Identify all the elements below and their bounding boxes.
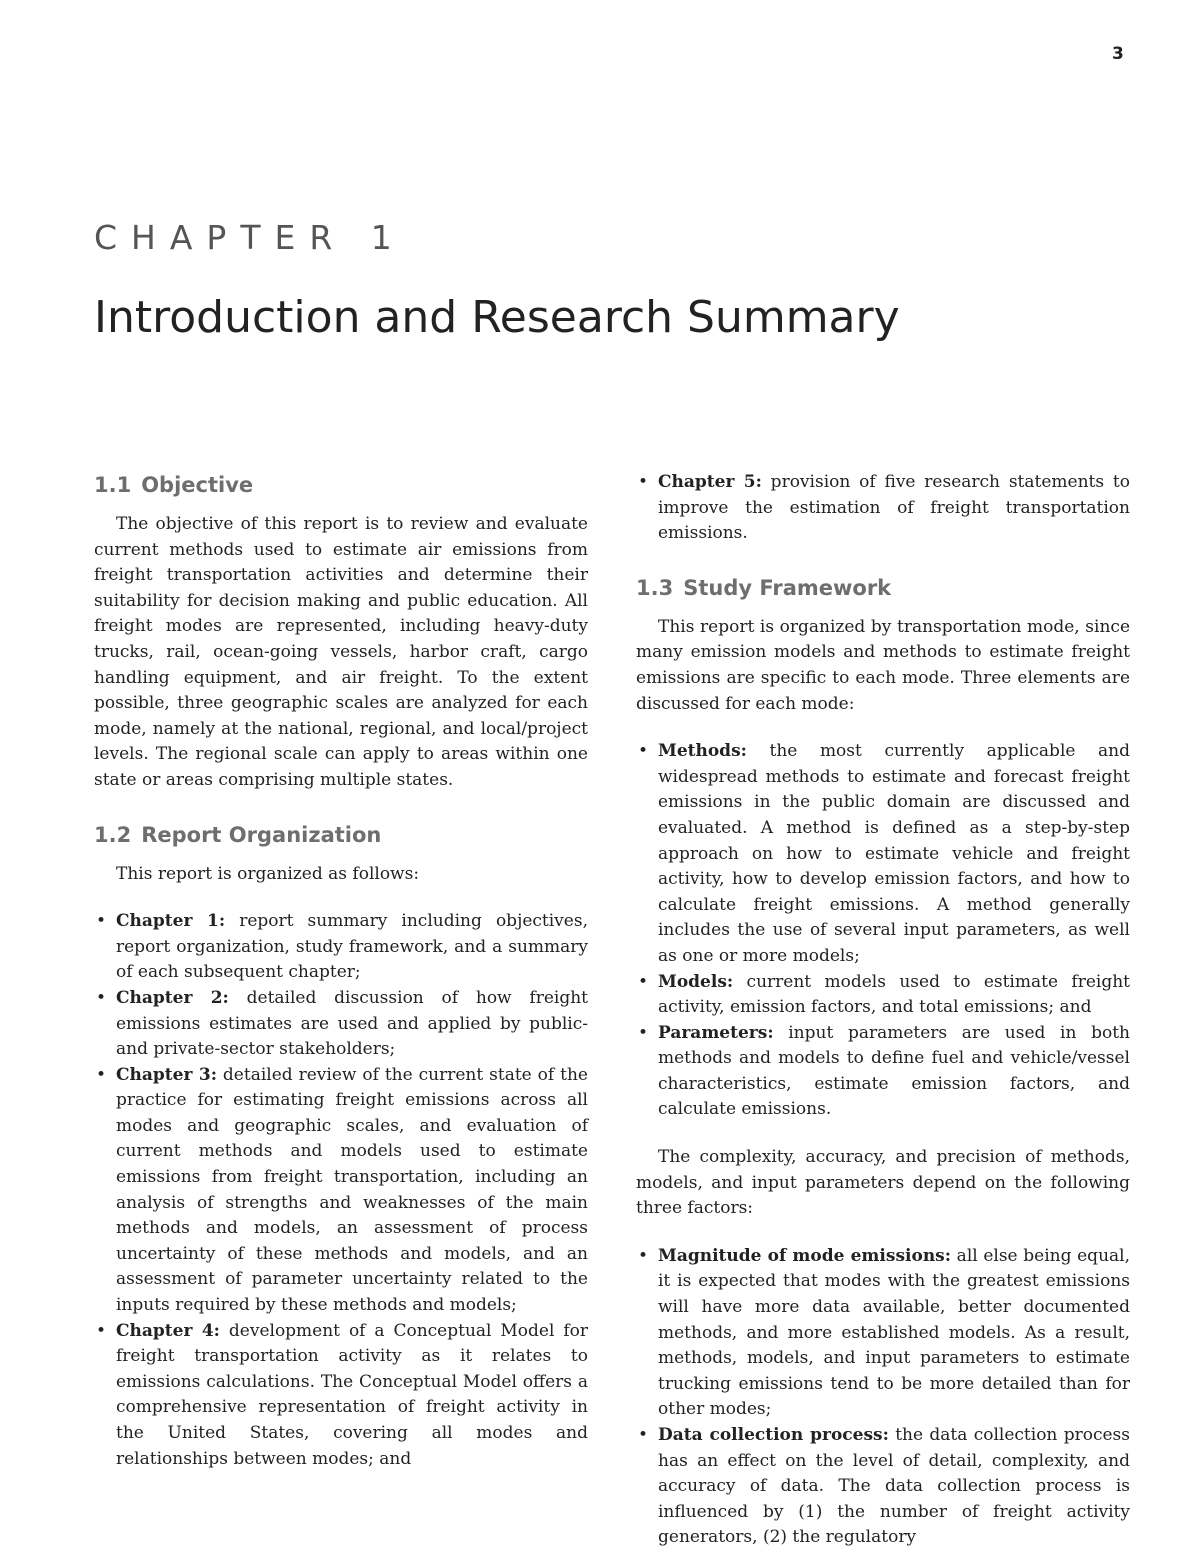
objective-paragraph: The objective of this report is to review and evaluate current methods used to estimate air emissions from freight transportation activities and determine their suitability for decision making and public education. All freight modes are represented, including heavy-duty trucks, rail, ocean-going vessels, harbor craft, cargo handling equipment, and air freight. To the extent possible, three geographic scales are analyzed for each mode, namely at the national, regional, and local/project levels. The regional scale can apply to areas within one state or areas comprising multiple states.: [94, 514, 588, 790]
section-heading-objective: [94, 470, 588, 500]
chapter-title: Introduction and Research Summary: [94, 292, 900, 343]
list-item: • Chapter 5: provision of five research statements to improve the estimation of freight transportation emissions.: [638, 472, 1130, 544]
section-number: 1.3: [636, 575, 674, 600]
item-label: Magnitude of mode emissions:: [658, 1245, 952, 1266]
item-label: Parameters:: [658, 1022, 774, 1043]
page-number: 3: [1112, 44, 1124, 64]
factors-intro: The complexity, accuracy, and precision of methods, models, and input parameters depend on the following three factors:: [636, 1147, 1130, 1219]
item-text: detailed discussion of how freight emissions estimates are used and applied by public- and private-sector stakeholders;: [116, 987, 588, 1060]
item-label: Chapter 3:: [116, 1064, 217, 1085]
item-text: development of a Conceptual Model for freight transportation activity as it relates to emissions calculations. The Conceptual Model offers a comprehensive representation of freight activity in the United States, covering all modes and relationships between modes; and: [116, 1320, 588, 1469]
list-item: • Chapter 3: detailed review of the current state of the practice for estimating freight emissions across all modes and geographic scales, and evaluation of current methods and models used to estimate emissions from freight transportation, including an analysis of strengths and weaknesses of the main methods and models, an assessment of process uncertainty of these methods and models, and an assessment of parameter uncertainty related to the inputs required by these methods and models;: [96, 1064, 588, 1316]
right-column: [636, 470, 1130, 1551]
left-column: [94, 470, 588, 1472]
item-text: input parameters are used in both methods and models to define fuel and vehicle/vessel characteristics, estimate emission factors, and calculate emissions.: [658, 1022, 1130, 1120]
section-number: 1.2: [94, 822, 132, 847]
item-label: Methods:: [658, 741, 747, 762]
list-item: • Chapter 4: development of a Conceptual Model for freight transportation activity as it relates to emissions calculations. The Conceptual Model offers a comprehensive representation of freight activity in the United States, covering all modes and relationships between modes; and: [96, 1320, 588, 1469]
section-heading-report-organization: [94, 820, 588, 850]
item-label: Chapter 5:: [658, 472, 762, 492]
item-label: Chapter 1:: [116, 911, 226, 932]
chapter-label: CHAPTER 1: [94, 218, 406, 257]
list-item: • Magnitude of mode emissions: all else being equal, it is expected that modes with the greatest emissions will have more data available, better documented methods, and more established models. As a result, methods, models, and input parameters to estimate trucking emissions tend to be more detailed than for other modes;: [638, 1245, 1130, 1420]
list-item: • Data collection process: the data collection process has an effect on the level of detail, complexity, and accuracy of data. The data collection process is influenced by (1) the number of freight activity generators, (2) the regulatory: [638, 1425, 1130, 1548]
item-label: Data collection process:: [658, 1425, 889, 1445]
item-text: all else being equal, it is expected that modes with the greatest emissions will have more data available, better documented methods, and more established models. As a result, methods, models, and input parameters to estimate trucking emissions tend to be more detailed than for other modes;: [658, 1245, 1130, 1420]
item-text: detailed review of the current state of the practice for estimating freight emissions across all modes and geographic scales, and evaluation of current methods and models used to estimate emissions from freight transportation, including an analysis of strengths and weaknesses of the main methods and models, an assessment of process uncertainty of these methods and models, and an assessment of parameter uncertainty related to the inputs required by these methods and models;: [116, 1064, 588, 1316]
section-title: Report Organization: [141, 822, 382, 847]
section-heading-study-framework: [636, 573, 1130, 603]
item-text: current models used to estimate freight activity, emission factors, and total emissions; and: [658, 971, 1130, 1018]
report-organization-intro: This report is organized as follows:: [116, 863, 420, 884]
list-item: • Parameters: input parameters are used in both methods and models to define fuel and vehicle/vessel characteristics, estimate emission factors, and calculate emissions.: [638, 1022, 1130, 1120]
chapter-list-continued: [636, 470, 1130, 547]
section-title: Objective: [141, 473, 254, 497]
elements-list: [636, 739, 1130, 1123]
item-label: Chapter 4:: [116, 1320, 220, 1341]
item-label: Models:: [658, 971, 734, 992]
list-item: • Chapter 1: report summary including objectives, report organization, study framework, and a summary of each subsequent chapter;: [96, 911, 588, 983]
list-item: • Models: current models used to estimate freight activity, emission factors, and total emissions; and: [638, 971, 1130, 1018]
item-text: the data collection process has an effect on the level of detail, complexity, and accuracy of data. The data collection process is influenced by (1) the number of freight activity generators, (2) the regulatory: [658, 1425, 1130, 1548]
list-item: • Chapter 2: detailed discussion of how freight emissions estimates are used and applied by public- and private-sector stakeholders;: [96, 987, 588, 1060]
chapter-list: [94, 909, 588, 1472]
item-text: provision of five research statements to improve the estimation of freight transportation emissions.: [658, 472, 1130, 544]
section-title: Study Framework: [683, 575, 892, 600]
framework-intro: This report is organized by transportation mode, since many emission models and methods to estimate freight emissions are specific to each mode. Three elements are discussed for each mode:: [636, 616, 1130, 714]
list-item: • Methods: the most currently applicable and widespread methods to estimate and forecast freight emissions in the public domain are discussed and evaluated. A method is defined as a step-by-step approach on how to estimate vehicle and freight activity, how to develop emission factors, and how to calculate freight emissions. A method generally includes the use of several input parameters, as well as one or more models;: [638, 741, 1130, 966]
item-text: report summary including objectives, report organization, study framework, and a summary of each subsequent chapter;: [116, 911, 588, 983]
item-text: the most currently applicable and widespread methods to estimate and forecast freight emissions in the public domain are discussed and evaluated. A method is defined as a step-by-step approach on how to estimate vehicle and freight activity, how to develop emission factors, and how to calculate freight emissions. A method generally includes the use of several input parameters, as well as one or more models;: [658, 741, 1130, 966]
item-label: Chapter 2:: [116, 987, 229, 1008]
factors-list: [636, 1244, 1130, 1551]
section-number: 1.1: [94, 473, 132, 497]
